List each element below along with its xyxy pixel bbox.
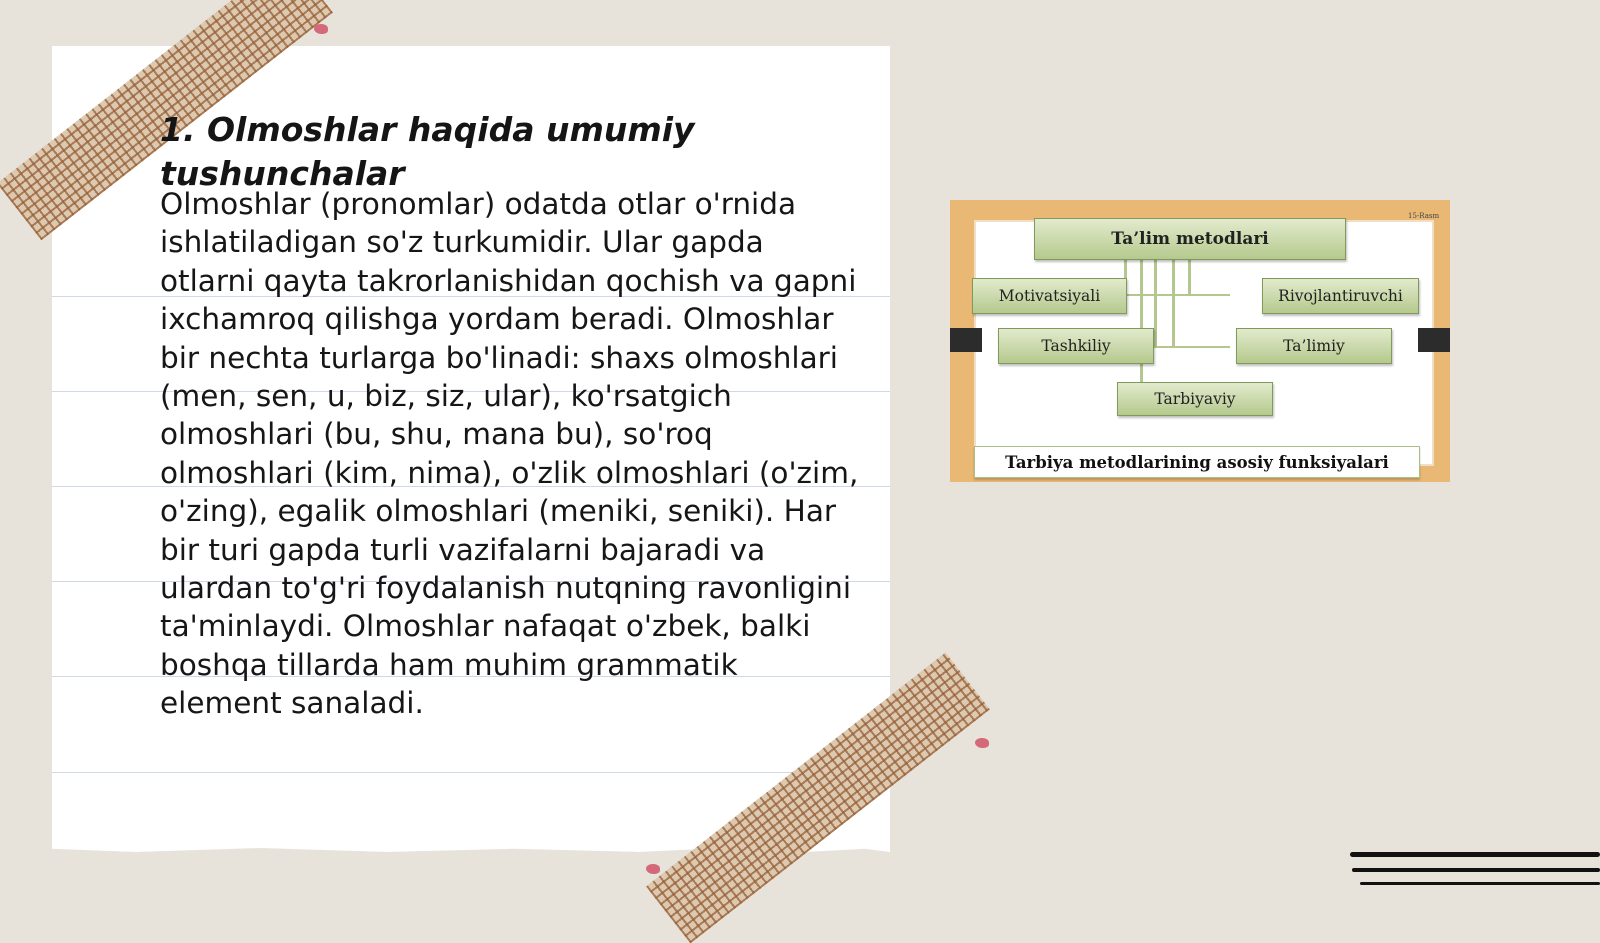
diagram-box-tashkiliy: Tashkiliy xyxy=(998,328,1154,364)
diagram-caption: Tarbiya metodlarining asosiy funksiyalari xyxy=(974,446,1420,478)
connector-line xyxy=(1154,258,1157,348)
figure-label: 15-Rasm xyxy=(1408,212,1440,220)
frame-tab-left xyxy=(950,328,982,352)
diagram-box-rivojlantiruvchi: Rivojlantiruvchi xyxy=(1262,278,1419,314)
slide-body-text: Olmoshlar (pronomlar) odatda otlar o'rnida ishlatiladigan so'z turkumidir. Ular gapda otlarni qayta takrorlanishidan qochish va gapni ixchamroq qilishga yordam beradi. Olmoshlar bir nechta turlarga bo'linadi: shaxs olmoshlari (men, sen, u, biz, siz, ular), ko'rsatgich olmoshlari (bu, shu, mana bu), so'roq olmoshlari (kim, nima), o'zlik olmoshlari (o'zim, o'zing), egalik olmoshlari (meniki, seniki). Har bir turi gapda turli vazifalarni bajaradi va ulardan to'g'ri foydalanish nutqning ravonligini ta'minlaydi. Olmoshlar nafaqat o'zbek, balki boshqa tillarda ham muhim grammatik element sanaladi. xyxy=(160,187,859,721)
methods-diagram xyxy=(950,200,1450,482)
connector-line xyxy=(1140,258,1143,390)
diagram-box-talimiy: Ta’limiy xyxy=(1236,328,1392,364)
frame-tab-right xyxy=(1418,328,1450,352)
tape-pin-dot xyxy=(646,864,660,874)
decorative-brush-stroke xyxy=(1352,868,1600,872)
diagram-box-tarbiyaviy: Tarbiyaviy xyxy=(1117,382,1273,416)
slide-title: 1. Olmoshlar haqida umumiy tushunchalar xyxy=(160,110,695,193)
connector-line xyxy=(1124,294,1190,296)
diagram-root-box: Ta’lim metodlari xyxy=(1034,218,1346,260)
connector-line xyxy=(1172,258,1175,348)
tape-pin-dot xyxy=(314,24,328,34)
decorative-brush-stroke xyxy=(1360,882,1600,885)
connector-line xyxy=(1188,258,1191,296)
tape-pin-dot xyxy=(975,738,989,748)
paper-rule-line xyxy=(52,772,890,773)
diagram-box-motivatsiyali: Motivatsiyali xyxy=(972,278,1127,314)
decorative-brush-stroke xyxy=(1350,852,1600,857)
connector-line xyxy=(1190,294,1230,296)
